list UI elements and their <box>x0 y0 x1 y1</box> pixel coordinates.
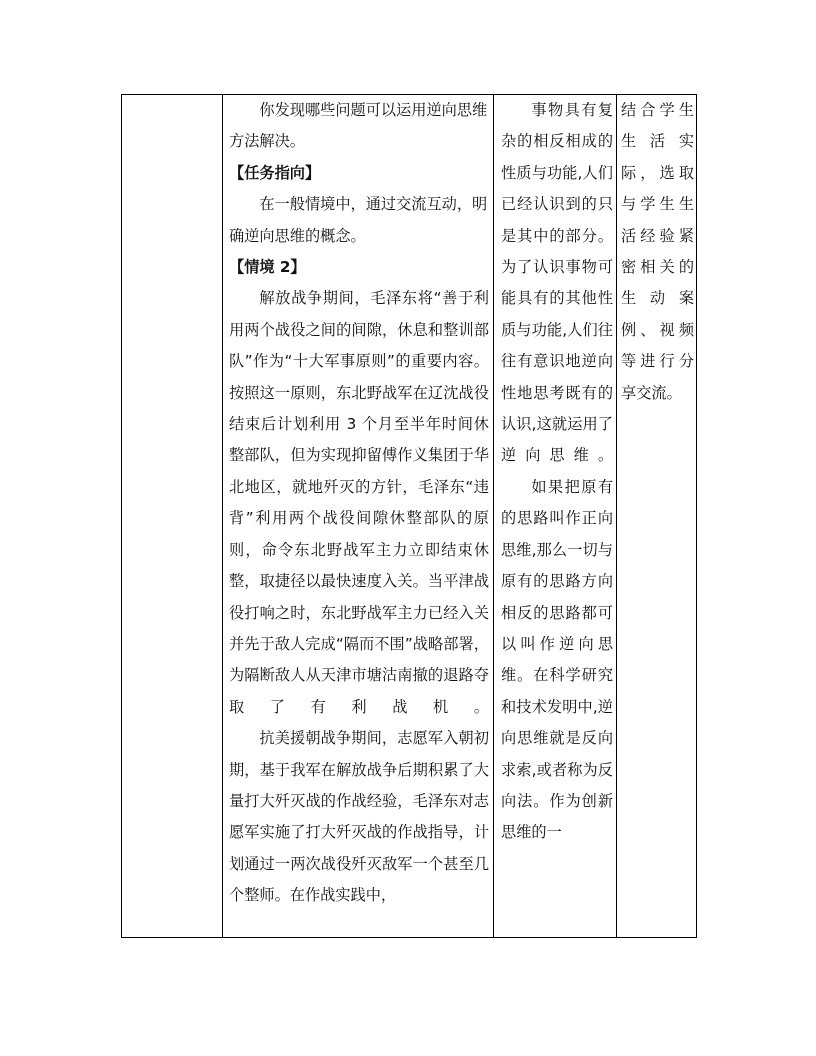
explanation-paragraph-2: 如果把原有的思路叫作正向思维,那么一切与原有的思路方向相反的思路都可以叫作逆向思维。在科学研究和技术发明中,逆向思维就是反向求索,或者称为反向法。作为创新思维的一 <box>501 477 613 842</box>
task-guide-text: 在一般情境中，通过交流互动，明确逆向思维的概念。 <box>229 195 488 245</box>
design-note-column-cell <box>617 95 697 938</box>
stage-column-cell <box>122 95 223 938</box>
design-note-text: 结合学生生活实际，选取与学生生活经验紧密相关的生动案例、视频等进行分享交流。 <box>621 101 694 402</box>
scenario-paragraph-2: 抗美援朝战争期间，志愿军入朝初期，基于我军在解放战争后期积累了大量打大歼灭战的作战经验，毛泽东对志愿军实施了打大歼灭战的作战指导，计划通过一两次战役歼灭敌军一个甚至几个整师。在作战实践中， <box>229 729 489 905</box>
explanation-column-cell <box>494 95 617 938</box>
lesson-plan-table <box>121 94 697 938</box>
scenario-paragraph-1: 解放战争期间，毛泽东将“善于利用两个战役之间的间隙，休息和整训部队”作为“十大军事原则”的重要内容。按照这一原则，东北野战军在辽沈战役结束后计划利用 3 个月至半年时间休整部队，但为实现抑留傅作义集团于华北地区，就地歼灭的方针，毛泽东“违背”利用两个战役间隙休整部队的原则，命令东北野战军主力立即结束休整，取捷径以最快速度入关。当平津战役打响之时，东北野战军主力已经入关并先于敌人完成“隔而不围”战略部署，为隔断敌人从天津市塘沽南撤的退路夺取了有利战机。 <box>229 289 489 716</box>
scenario-heading: 【情境 2】 <box>229 258 306 277</box>
task-question-tail: 你发现哪些问题可以运用逆向思维方法解决。 <box>229 101 488 151</box>
explanation-paragraph-1: 事物具有复杂的相反相成的性质与功能,人们已经认识到的只是其中的部分。为了认识事物可能具有的其他性质与功能,人们往往有意识地逆向性地思考既有的认识,这就运用了逆向思维。 <box>501 101 613 465</box>
table-row <box>122 95 697 938</box>
task-guide-heading: 【任务指向】 <box>229 163 321 182</box>
activity-column-cell <box>223 95 494 938</box>
